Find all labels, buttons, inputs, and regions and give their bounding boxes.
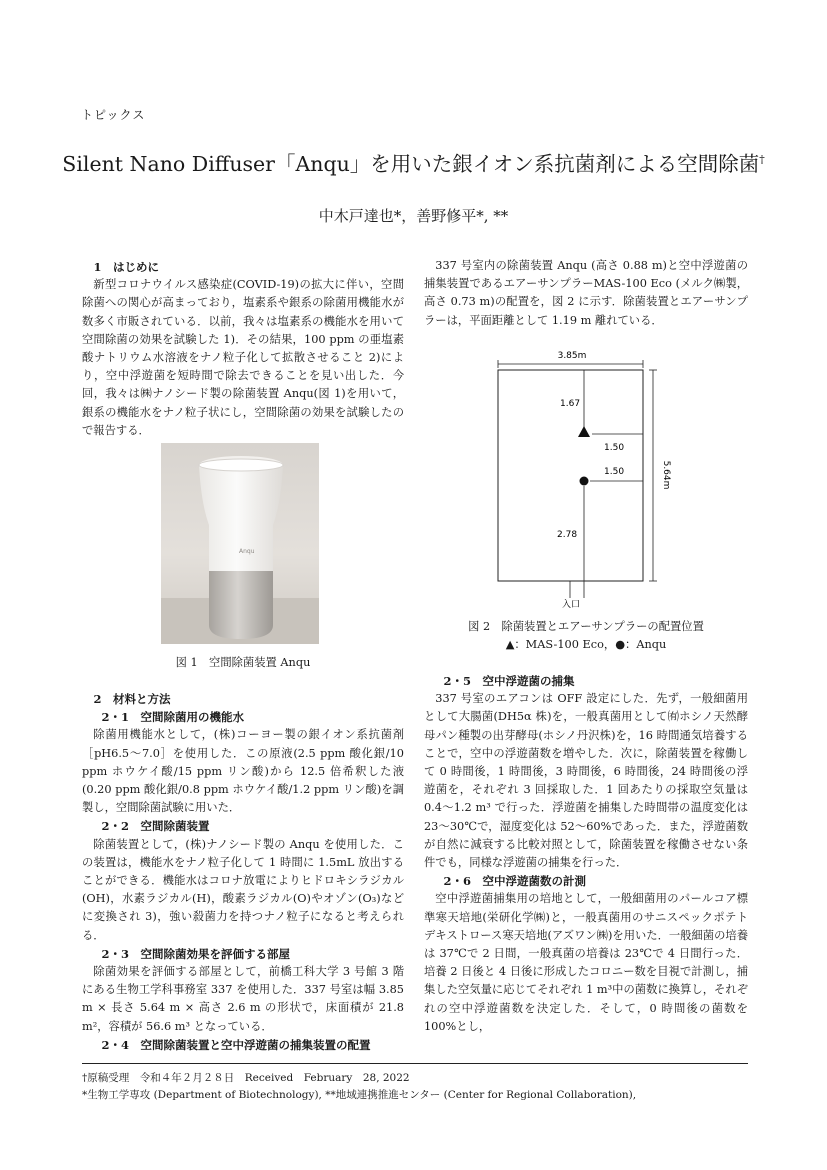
sampler-triangle-icon (578, 426, 590, 437)
dim-278: 2.78 (557, 530, 578, 540)
sec24-heading: 2・4 空間除菌装置と空中浮遊菌の捕集装置の配置 (101, 1037, 371, 1052)
sec25-paragraph: 337 号室のエアコンは OFF 設定にした．先ず，一般細菌用として大腸菌(DH5α 株)を，一般真菌用として㈲ホシノ天然酵母パン種製の出芽酵母(ホシノ丹沢株)を，16 時間通気培養することで，空中の浮遊菌数を増やした．次に，除菌装置を稼働して 0 時間後，1 時間後，3 時間後，6 時間後，24 時間後の浮遊菌を，それぞれ 3 回採取した．1 回あたりの採取空気量は 0.4～1.2 m³ で行った．浮遊菌を捕集した時間帯の温度変化は 23～30℃で，湿度変化は 52～60%であった．また，浮遊菌数が自然に減衰する比較対照として，除菌装置を稼働させない条件でも，同様な浮遊菌の捕集を行った． (424, 692, 748, 870)
sec26-heading: 2・6 空中浮遊菌数の計測 (443, 874, 587, 889)
fig2-diagram (424, 342, 748, 614)
col1-lower (82, 690, 404, 1054)
dim-167: 1.67 (560, 399, 581, 409)
photo-label: Anqu (239, 548, 255, 555)
col2-intro (424, 257, 748, 330)
paper-title (0, 147, 827, 177)
fig2-caption-line2: ▲：MAS-100 Eco，●：Anqu (505, 638, 667, 651)
dim-150-b: 1.50 (604, 467, 625, 477)
col2-lower (424, 672, 748, 1036)
footnote-affiliation: *生物工学専攻 (Department of Biotechnology), **地域連携推進センター (Center for Regional Collaboration), (82, 1089, 637, 1101)
sec22-heading: 2・2 空間除菌装置 (101, 819, 210, 834)
sec21-paragraph: 除菌用機能水として，(株)コーヨー製の銀イオン系抗菌剤［pH6.5～7.0］を使用した．この原液(2.5 ppm 酸化銀/10 ppm ホウケイ酸/15 ppm リン酸)から 12.5 倍希釈した液(0.20 ppm 酸化銀/0.8 ppm ホウケイ酸/1.2 ppm リン酸)を調製し，空間除菌試験に用いた． (82, 728, 404, 815)
anqu-dot-icon (580, 477, 589, 486)
col2-intro-paragraph: 337 号室内の除菌装置 Anqu (高さ 0.88 m)と空中浮遊菌の捕集装置であるエアーサンプラーMAS-100 Eco (メルク㈱製，高さ 0.73 m)の配置を，図 2 に示す．除菌装置とエアーサンプラーは，平面距離として 1.19 m 離れている． (424, 259, 748, 327)
sec2-heading: 2 材料と方法 (93, 692, 171, 706)
section-label: トピックス (81, 108, 146, 122)
footnote-rule (82, 1063, 748, 1064)
sec1-heading: 1 はじめに (93, 260, 160, 274)
dim-150-a: 1.50 (604, 443, 625, 453)
authors: 中木戸達也*，善野修平*, ** (318, 207, 509, 225)
col1-upper (82, 258, 404, 440)
sec1-paragraph: 新型コロナウイルス感染症(COVID-19)の拡大に伴い，空間除菌への関心が高まっており，塩素系や銀系の除菌用機能水が数多く市販されている．以前，我々は塩素系の機能水を用いて空間除菌の効果を試験した 1)．その結果，100 ppm の亜塩素酸ナトリウム水溶液をナノ粒子化して拡散させること 2)により，空中浮遊菌を短時間で除去できることを見い出した．今回，我々は㈱ナノシード製の除菌装置 Anqu(図 1)を用いて，銀系の機能水をナノ粒子状にし，空間除菌の効果を試験したので報告する． (82, 278, 404, 437)
sec23-heading: 2・3 空間除菌効果を評価する部屋 (101, 946, 291, 961)
sec25-heading: 2・5 空中浮遊菌の捕集 (443, 674, 575, 688)
fig1-photo (161, 443, 319, 644)
fig1-caption: 図 1 空間除菌装置 Anqu (175, 656, 311, 669)
sec21-heading: 2・1 空間除菌用の機能水 (101, 710, 245, 725)
entrance-label: 入口 (562, 600, 581, 610)
title-dagger: † (759, 153, 765, 167)
sec23-paragraph: 除菌効果を評価する部屋として，前橋工科大学 3 号館 3 階にある生物工学科事務室 337 を使用した．337 号室は幅 3.85 m × 長さ 5.64 m × 高さ 2.6 m の形状で，床面積が 21.8 m²，容積が 56.6 m³ となっている． (82, 965, 404, 1033)
width-label: 3.85m (557, 351, 587, 361)
sec26-paragraph: 空中浮遊菌捕集用の培地として，一般細菌用のパールコア標準寒天培地(栄研化学㈱)と，一般真菌用のサニスペックポテトデキストロース寒天培地(アズワン㈱)を用いた．一般細菌の培養は 37℃で 2 日間，一般真菌の培養は 23℃で 4 日間行った．培養 2 日後と 4 日後に形成したコロニー数を目視で計測し，捕集した空気量に応じてそれぞれ 1 m³中の菌数に換算し，それぞれの空中浮遊菌数を決定した．そして，0 時間後の菌数を 100%とし， (424, 892, 748, 1033)
title-text: Silent Nano Diffuser「Anqu」を用いた銀イオン系抗菌剤による空間除菌 (62, 152, 760, 176)
footnote-received: †原稿受理 令和４年２月２８日 Received February 28, 2022 (82, 1072, 410, 1084)
length-label: 5.64m (661, 460, 671, 490)
fig2-caption-line1: 図 2 除菌装置とエアーサンプラーの配置位置 (468, 620, 704, 633)
sec22-paragraph: 除菌装置として，(株)ナノシード製の Anqu を使用した．この装置は，機能水をナノ粒子化して 1 時間に 1.5mL 放出することができる．機能水はコロナ放電によりヒドロキシラジカル(OH)，水素ラジカル(H)，酸素ラジカル(O)やオゾン(O₃)などに変換され 3)，強い殺菌力を持つナノ粒子になると考えられる． (82, 837, 404, 942)
